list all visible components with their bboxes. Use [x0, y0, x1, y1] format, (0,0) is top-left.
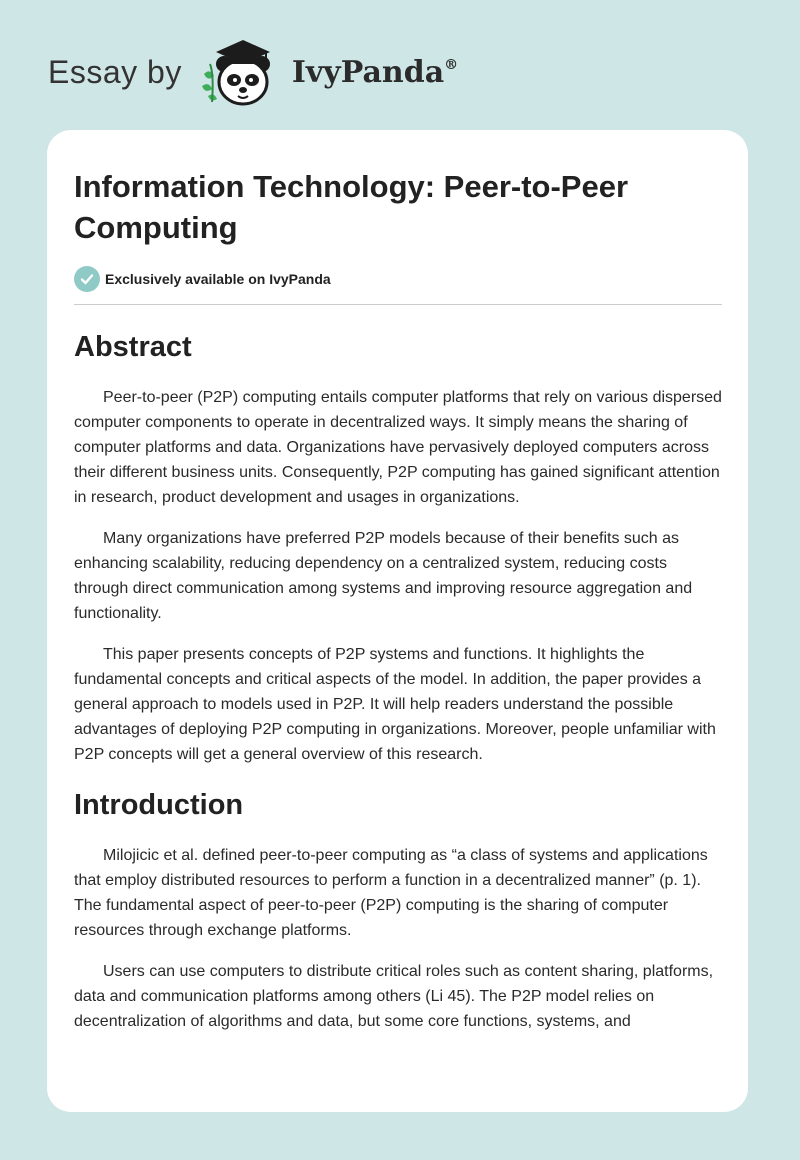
section-heading-abstract: Abstract [74, 331, 192, 363]
brand-name[interactable] [292, 55, 458, 90]
paragraph: Milojicic et al. defined peer-to-peer computing as “a class of systems and applications that employ distributed resources to perform a function in a decentralized manner” (p. 1). The fundamental aspect of peer-to-peer (P2P) computing is the sharing of computer resources through exchange platforms. [74, 847, 708, 939]
section-heading-introduction: Introduction [74, 789, 244, 821]
page-title: Information Technology: Peer-to-Peer Computing [74, 169, 629, 245]
panda-logo-icon[interactable] [196, 34, 286, 110]
paragraph: This paper presents concepts of P2P systems and functions. It highlights the fundamental concepts and critical aspects of the model. In addition, the paper provides a general approach to models used in P2P. It will help readers understand the possible advantages of deploying P2P computing in organizations. Moreover, people unfamiliar with P2P concepts will get a general overview of this research. [74, 646, 716, 763]
registered-mark: ® [444, 56, 459, 73]
check-icon [74, 266, 100, 292]
essay-by-label: Essay by [48, 53, 182, 90]
divider [74, 304, 722, 305]
paragraph: Users can use computers to distribute critical roles such as content sharing, platforms, data and communication platforms among others (Li 45). The P2P model relies on decentralization of algorithms and data, but some core functions, systems, and [74, 963, 714, 1030]
paragraph: Many organizations have preferred P2P models because of their benefits such as enhancing scalability, reducing dependency on a centralized system, reducing costs through direct communication among systems and improving resource aggregation and functionality. [74, 530, 693, 622]
exclusive-badge [74, 266, 722, 292]
essay-card [47, 130, 748, 1112]
brand-name-text: IvyPanda [291, 54, 445, 90]
essay-content [74, 166, 722, 1034]
brand-header [48, 32, 528, 112]
exclusive-label: Exclusively available on IvyPanda [105, 271, 331, 287]
paragraph: Peer-to-peer (P2P) computing entails computer platforms that rely on various dispersed computer components to operate in decentralized ways. It simply means the sharing of computer platforms and data. Organizations have pervasively deployed computers across their different business units. Consequently, P2P computing has gained significant attention in research, product development and usages in organizations. [74, 389, 722, 506]
